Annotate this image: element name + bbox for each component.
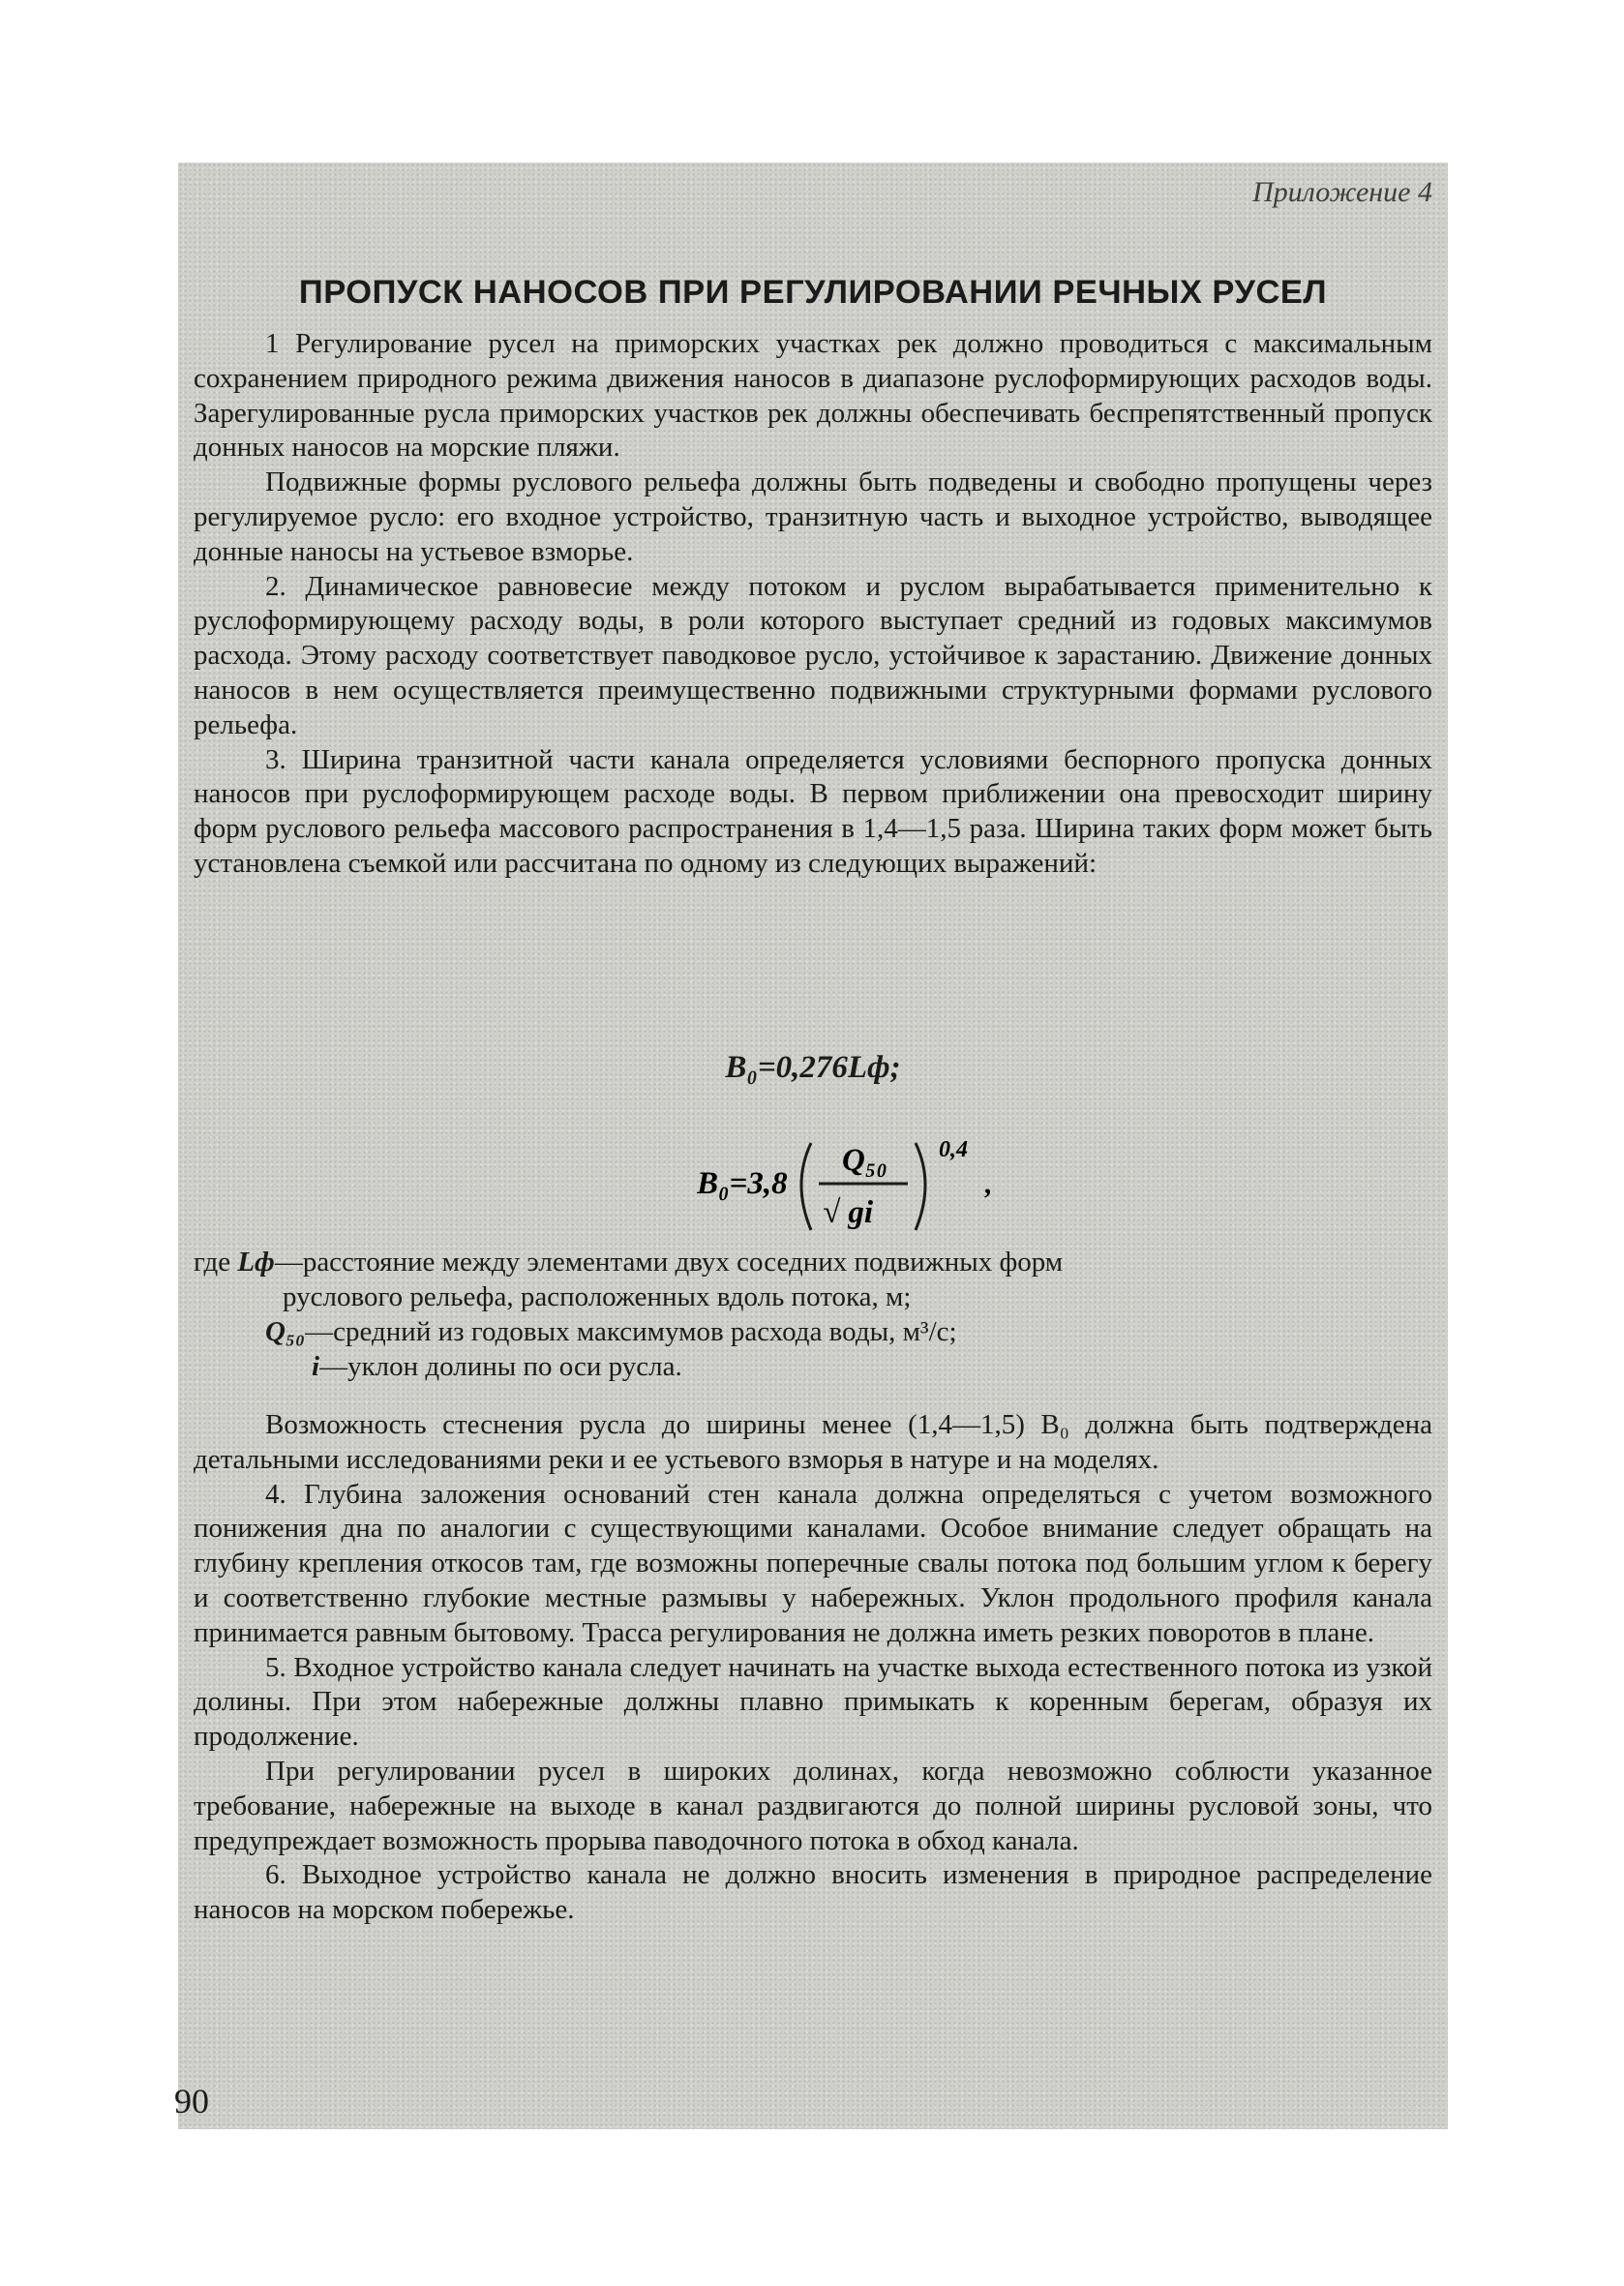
page-number: 90 bbox=[174, 2082, 209, 2121]
paragraph-5: Возможность стеснения русла до ширины менее (1,4—1,5) B₀ должна быть подтверждена детальными исследованиями реки и ее устьевого взморья в натуре и на моделях. bbox=[194, 1409, 1432, 1475]
formula2-lhs: B₀=3,8 bbox=[697, 1166, 788, 1201]
paragraph-7: 5. Входное устройство канала следует начинать на участке выхода естественного потока из узкой долины. При этом набережные должны плавно примыкать к коренным берегам, образуя их продолжение. bbox=[194, 1651, 1432, 1753]
paragraph-9: 6. Выходное устройство канала не должно вносить изменения в природное распределение наносов на морском побережье. bbox=[194, 1859, 1432, 1926]
paragraph-3: 2. Динамическое равновесие между потоком и руслом вырабатывается применительно к руслоформирующему расходу воды, в роли которого выступает средний из годовых максимумов расхода. Этому расходу соответствует паводковое русло, устойчивое к зарастанию. Движение донных наносов в нем осуществляется преимущественно подвижными структурными формами руслового рельефа. bbox=[194, 570, 1432, 740]
document-title: ПРОПУСК НАНОСОВ ПРИ РЕГУЛИРОВАНИИ РЕЧНЫХ РУСЕЛ bbox=[298, 274, 1328, 311]
formula2-right-paren bbox=[916, 1143, 925, 1230]
paragraph-4: 3. Ширина транзитной части канала определяется условиями беспорного пропуска донных наносов при руслоформирующем расходе воды. В первом приближении она превосходит ширину форм руслового рельефа массового распространения в 1,4—1,5 раза. Ширина таких форм может быть установлена съемкой или рассчитана по одному из следующих выражений: bbox=[194, 743, 1432, 879]
formula2-left-paren bbox=[801, 1143, 811, 1230]
formula2-numerator: Q₅₀ bbox=[842, 1143, 887, 1178]
body-text-section-2 bbox=[194, 1408, 1432, 1928]
legend-text: —уклон долины по оси русла. bbox=[319, 1351, 682, 1382]
legend-symbol: Lф bbox=[237, 1247, 275, 1278]
formula-width-2 bbox=[697, 1114, 1084, 1249]
legend-row bbox=[194, 1349, 1432, 1384]
legend-text: руслового рельефа, расположенных вдоль потока, м; bbox=[283, 1281, 912, 1312]
symbol-legend bbox=[194, 1245, 1432, 1384]
legend-text: —расстояние между элементами двух соседних подвижных форм bbox=[274, 1247, 1064, 1278]
body-text-section-1 bbox=[194, 327, 1432, 882]
legend-row bbox=[194, 1279, 1432, 1314]
legend-text: —средний из годовых максимумов расхода воды, м³/с; bbox=[305, 1316, 957, 1347]
formula-width-1: B₀=0,276Lф; bbox=[725, 1050, 901, 1085]
legend-row bbox=[194, 1245, 1432, 1279]
legend-symbol: i bbox=[312, 1351, 320, 1382]
formula2-exponent: 0,4 bbox=[939, 1137, 968, 1162]
paragraph-8: При регулировании русел в широких долинах, когда невозможно соблюсти указанное требование, набережные на выходе в канал раздвигаются до полной ширины русловой зоны, что предупреждает возможность прорыва паводочного потока в обход канала. bbox=[194, 1755, 1432, 1856]
paragraph-6: 4. Глубина заложения оснований стен канала должна определяться с учетом возможного понижения дна по аналогии с существующими каналами. Особое внимание следует обращать на глубину крепления откосов там, где возможны поперечные свалы потока под большим углом к берегу и соответственно глубокие местные размывы у набережных. Уклон продольного профиля канала принимается равным бытовому. Трасса регулирования не должна иметь резких поворотов в плане. bbox=[194, 1478, 1432, 1648]
formula2-trail: , bbox=[985, 1168, 993, 1200]
formula2-denominator: √ gi bbox=[823, 1195, 874, 1230]
paragraph-1: 1 Регулирование русел на приморских участках рек должно проводиться с максимальным сохранением природного режима движения наносов в диапазоне руслоформирующих расходов воды. Зарегулированные русла приморских участков рек должны обеспечивать беспрепятственный пропуск донных наносов на морские пляжи. bbox=[194, 328, 1432, 464]
appendix-label: Приложение 4 bbox=[1252, 176, 1432, 208]
paragraph-2: Подвижные формы руслового рельефа должны быть подведены и свободно пропущены через регулируемое русло: его входное устройство, транзитную часть и выходное устройство, выводящее донные наносы на устьевое взморье. bbox=[194, 466, 1432, 567]
legend-prefix: где bbox=[194, 1247, 238, 1278]
legend-symbol: Q₅₀ bbox=[265, 1316, 306, 1347]
legend-row bbox=[194, 1314, 1432, 1349]
